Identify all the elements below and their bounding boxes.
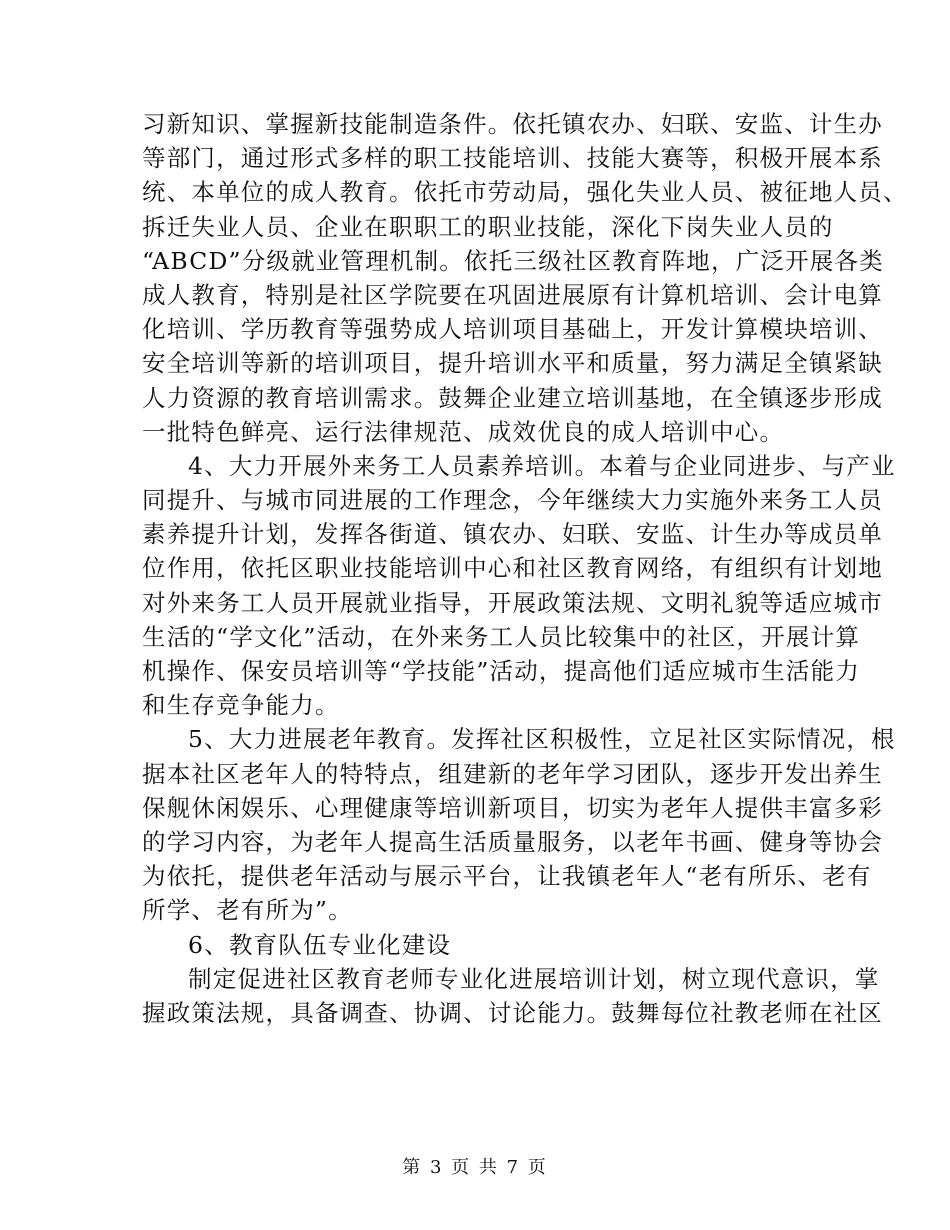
text-line: 统、本单位的成人教育。依托市劳动局，强化失业人员、被征地人员、 — [142, 178, 908, 207]
text-line: 一批特色鲜亮、运行法律规范、成效优良的成人培训中心。 — [142, 417, 785, 446]
text-line: 成人教育，特别是社区学院要在巩固进展原有计算机培训、会计电算 — [142, 280, 883, 309]
text-line: 和生存竞争能力。 — [142, 691, 340, 720]
text-line: 素养提升计划，发挥各街道、镇农办、妇联、安监、计生办等成员单 — [142, 520, 883, 549]
text-line: 习新知识、掌握新技能制造条件。依托镇农办、妇联、安监、计生办 — [142, 110, 883, 138]
text-line: 同提升、与城市同进展的工作理念，今年继续大力实施外来务工人员 — [142, 486, 883, 515]
text-line: 保舰休闲娱乐、心理健康等培训新项目，切实为老年人提供丰富多彩 — [142, 793, 883, 822]
page-footer: 第 3 页 共 7 页 — [402, 1157, 548, 1178]
text-line: 生活的“学文化”活动，在外来务工人员比较集中的社区，开展计算 — [142, 622, 861, 651]
text-line: 拆迁失业人员、企业在职职工的职业技能，深化下岗失业人员的 — [142, 212, 834, 241]
text-line: “ABCD”分级就业管理机制。依托三级社区教育阵地，广泛开展各类 — [142, 246, 884, 275]
body-text — [142, 107, 908, 1030]
text-line: 安全培训等新的培训项目，提升培训水平和质量，努力满足全镇紧缺 — [142, 349, 883, 378]
text-line: 所学、老有所为”。 — [142, 896, 353, 925]
section-heading-line: 5、大力进展老年教育。发挥社区积极性，立足社区实际情况，根 — [188, 725, 896, 754]
text-line: 据本社区老年人的特特点，组建新的老年学习团队，逐步开发出养生 — [142, 759, 883, 788]
text-line: 握政策法规，具备调查、协调、讨论能力。鼓舞每位社教老师在社区 — [142, 998, 883, 1027]
text-line: 机操作、保安员培训等“学技能”活动，提高他们适应城市生活能力 — [142, 657, 861, 685]
text-line: 化培训、学历教育等强势成人培训项目基础上，开发计算模块培训、 — [142, 315, 883, 344]
text-line: 位作用，依托区职业技能培训中心和社区教育网络，有组织有计划地 — [142, 554, 883, 583]
section-heading-line: 4、大力开展外来务工人员素养培训。本着与企业同进步、与产业 — [188, 451, 896, 480]
paragraph-first-line: 制定促进社区教育老师专业化进展培训计划，树立现代意识，掌 — [188, 964, 880, 993]
text-line: 等部门，通过形式多样的职工技能培训、技能大赛等，积极开展本系 — [142, 144, 883, 173]
section-heading-line: 6、教育队伍专业化建设 — [188, 930, 452, 959]
text-line: 的学习内容，为老年人提高生活质量服务，以老年书画、健身等协会 — [142, 827, 883, 856]
text-line: 人力资源的教育培训需求。鼓舞企业建立培训基地，在全镇逐步形成 — [142, 383, 883, 412]
text-line: 为依托，提供老年活动与展示平台，让我镇老年人“老有所乐、老有 — [142, 862, 872, 891]
text-line: 对外来务工人员开展就业指导，开展政策法规、文明礼貌等适应城市 — [142, 588, 883, 617]
